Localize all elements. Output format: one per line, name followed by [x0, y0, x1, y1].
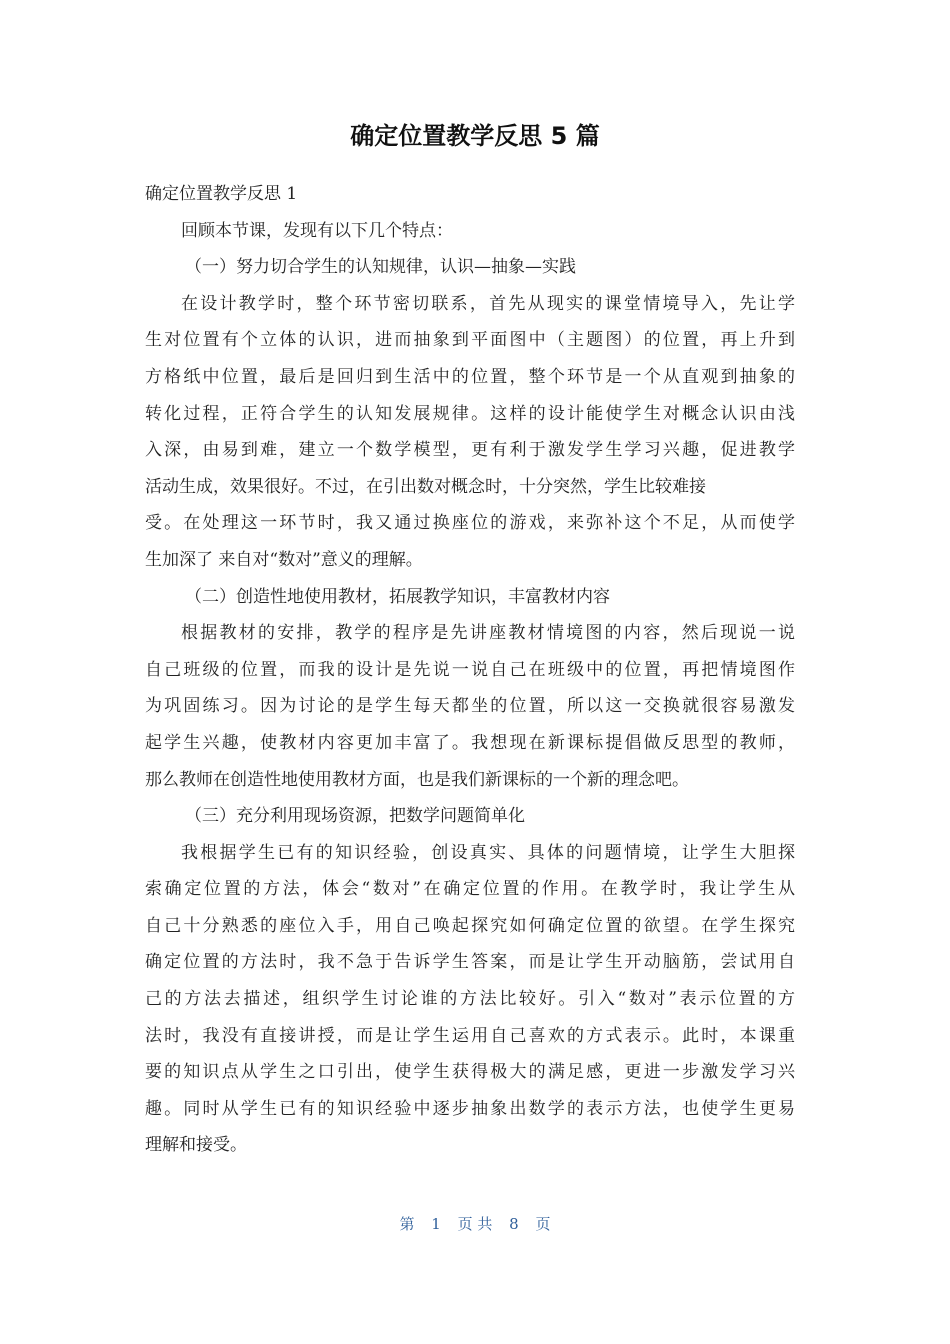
paragraph-line: 我根据学生已有的知识经验，创设真实、具体的问题情境，让学生大胆探 — [181, 842, 795, 863]
paragraph-line: 在设计教学时，整个环节密切联系，首先从现实的课堂情境导入，先让学 — [181, 293, 795, 314]
paragraph-line: 活动生成，效果很好。不过，在引出数对概念时，十分突然，学生比较难接 — [145, 476, 706, 497]
paragraph-line: 为巩固练习。因为讨论的是学生每天都坐的位置，所以这一交换就很容易激发 — [145, 696, 795, 717]
paragraph-line: 自己十分熟悉的座位入手，用自己唤起探究如何确定位置的欲望。在学生探究 — [145, 915, 795, 936]
paragraph-line: 那么教师在创造性地使用教材方面，也是我们新课标的一个新的理念吧。 — [145, 769, 689, 790]
subheading-1: （一）努力切合学生的认知规律，认识—抽象—实践 — [185, 257, 576, 278]
paragraph-line: 回顾本节课，发现有以下几个特点： — [181, 220, 453, 241]
paragraph-line: 生对位置有个立体的认识，进而抽象到平面图中（主题图）的位置，再上升到 — [145, 330, 795, 351]
paragraph-line: 己的方法去描述，组织学生讨论谁的方法比较好。引入“数对”表示位置的方 — [145, 989, 795, 1010]
paragraph-line: 起学生兴趣，使教材内容更加丰富了。我想现在新课标提倡做反思型的教师， — [145, 732, 795, 753]
paragraph-line: 生加深了 来自对“数对”意义的理解。 — [145, 549, 423, 570]
footer-total-pages: 8 — [509, 1215, 519, 1233]
paragraph-line: 受。在处理这一环节时，我又通过换座位的游戏，来弥补这个不足，从而使学 — [145, 513, 795, 534]
paragraph-line: 理解和接受。 — [145, 1135, 247, 1156]
section-heading: 确定位置教学反思 1 — [145, 184, 298, 204]
footer-ye: 页 — [535, 1215, 551, 1233]
paragraph-line: 转化过程，正符合学生的认知发展规律。这样的设计能使学生对概念认识由浅 — [145, 403, 795, 424]
page-footer — [0, 1213, 950, 1234]
subheading-2: （二）创造性地使用教材，拓展教学知识，丰富教材内容 — [185, 586, 610, 607]
footer-page-number: 1 — [431, 1215, 441, 1233]
paragraph-line: 确定位置的方法时，我不急于告诉学生答案，而是让学生开动脑筋，尝试用自 — [145, 952, 795, 973]
paragraph-line: 索确定位置的方法，体会“数对”在确定位置的作用。在教学时，我让学生从 — [145, 879, 795, 900]
paragraph-line: 入深，由易到难，建立一个数学模型，更有利于激发学生学习兴趣，促进教学 — [145, 440, 795, 461]
paragraph-line: 法时，我没有直接讲授，而是让学生运用自己喜欢的方式表示。此时，本课重 — [145, 1025, 795, 1046]
paragraph-line: 方格纸中位置，最后是回归到生活中的位置，整个环节是一个从直观到抽象的 — [145, 366, 795, 387]
paragraph-line: 根据教材的安排，教学的程序是先讲座教材情境图的内容，然后现说一说 — [181, 623, 795, 644]
document-title: 确定位置教学反思 5 篇 — [350, 122, 600, 150]
paragraph-line: 趣。同时从学生已有的知识经验中逐步抽象出数学的表示方法，也使学生更易 — [145, 1098, 795, 1119]
paragraph-line: 自己班级的位置，而我的设计是先说一说自己在班级中的位置，再把情境图作 — [145, 659, 795, 680]
subheading-3: （三）充分利用现场资源，把数学问题简单化 — [185, 806, 525, 827]
footer-ye-gong: 页 共 — [457, 1215, 493, 1233]
footer-di: 第 — [399, 1215, 415, 1233]
paragraph-line: 要的知识点从学生之口引出，使学生获得极大的满足感，更进一步激发学习兴 — [145, 1062, 795, 1083]
document-body — [145, 176, 795, 1164]
